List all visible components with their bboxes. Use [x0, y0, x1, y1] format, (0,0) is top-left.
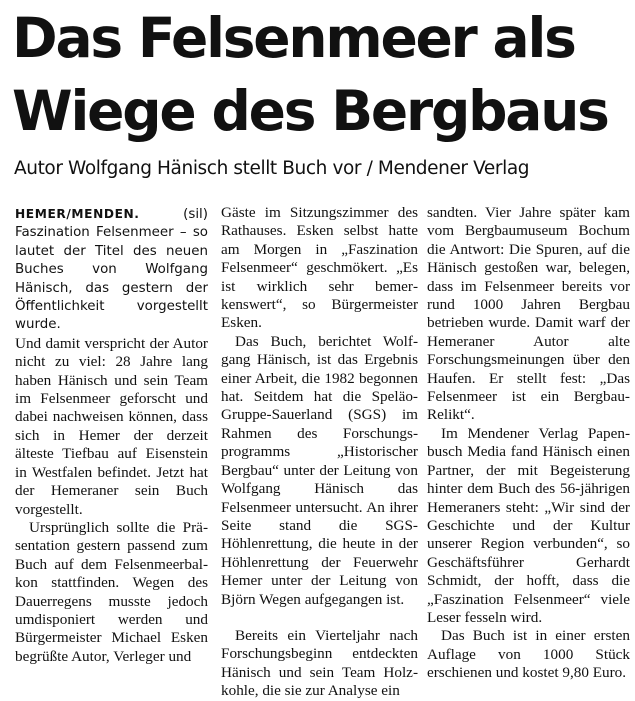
headline-line-1: Das Felsenmeer als — [12, 6, 575, 70]
column-1 — [15, 205, 208, 666]
headline — [12, 2, 632, 148]
body-paragraph: Im Mendener Verlag Papenbusch Media fand Hänisch einen Partner, der mit Begeisterung hinter dem Buch des 56-jährigen Hemeraners steht: „Wir sind der Geschichte und der Kultur unserer Region verbunden“, so Geschäftsführer Gerhardt Schmidt, der hofft, dass die „Faszination Felsenmeer“ viele Leser fesseln wird. — [427, 424, 630, 626]
body-paragraph: Das Buch, berichtet Wolfgang Hänisch, ist das Ergebnis einer Arbeit, die 1982 begonnen hat. Seitdem hat die Speläo-Gruppe-Sauerland (SGS) im Rahmen des Forschungsprogramms „Historischer Bergbau“ unter der Leitung von Wolfgang Hänisch das Felsenmeer untersucht. An ihrer Seite stand die SGS-Höhlenrettung, die heute in der Höhlenrettung der Feuerwehr Hemer unter der Leitung von Björn Wegen aufgegangen ist. — [221, 332, 418, 608]
lead-text: Faszination Felsenmeer – so lautet der Titel des neuen Buches von Wolfgang Hänisch, das gestern der Öffentlichkeit vorgestellt wurde. — [15, 225, 208, 333]
body-paragraph: Gäste im Sitzungszimmer des Rathauses. Esken selbst hatte am Morgen in „Faszination Felsenmeer“ geschmökert. „Es ist wirklich sehr bemerkenswert“, so Bürgermeister Esken. — [221, 204, 418, 332]
body-paragraph: Bereits ein Vierteljahr nach Forschungsbeginn entdeckten Hänisch und sein Team Holzkohle, die sie zur Analyse ein — [221, 626, 418, 700]
subheadline: Autor Wolfgang Hänisch stellt Buch vor / Mendener Verlag — [14, 158, 530, 179]
author-tag: (sil) — [139, 207, 208, 222]
body-paragraph: Ursprünglich sollte die Präsentation gestern passend zum Buch auf dem Felsenmeerbalkon stattfinden. Wegen des Dauerregens musste jedoch umdisponiert werden und Bürgermeister Michael Esken begrüßte Autor, Verleger und — [15, 518, 208, 665]
column-2 — [221, 204, 418, 701]
dateline: HEMER/MENDEN. — [15, 207, 140, 221]
column-3 — [427, 204, 630, 683]
body-paragraph: Das Buch ist in einer ersten Auflage von 1000 Stück erschienen und kostet 9,80 Euro. — [427, 627, 630, 682]
body-paragraph: Und damit verspricht der Autor nicht zu viel: 28 Jahre lang haben Hänisch und sein Team im Felsenmeer geforscht und dabei nachweisen können, dass sich in Hemer der derzeit älteste Tiefbau auf Eisenstein in Westfalen befindet. Jetzt hat der Hemeraner sein Buch vorgestellt. — [15, 334, 208, 518]
lead-paragraph — [15, 205, 208, 335]
body-paragraph: sandten. Vier Jahre später kam vom Bergbaumuseum Bochum die Antwort: Die Spuren, auf die Hänisch gestoßen war, belegen, dass im Felsenmeer bereits vor rund 1000 Jahren Bergbau betrieben wurde. Damit warf der Hemeraner Autor alte Forschungsmeinungen über den Haufen. Er stellt fest: „Das Felsenmeer ist ein Bergbau-Relikt“. — [427, 204, 630, 424]
headline-line-2: Wiege des Bergbaus — [12, 79, 608, 143]
